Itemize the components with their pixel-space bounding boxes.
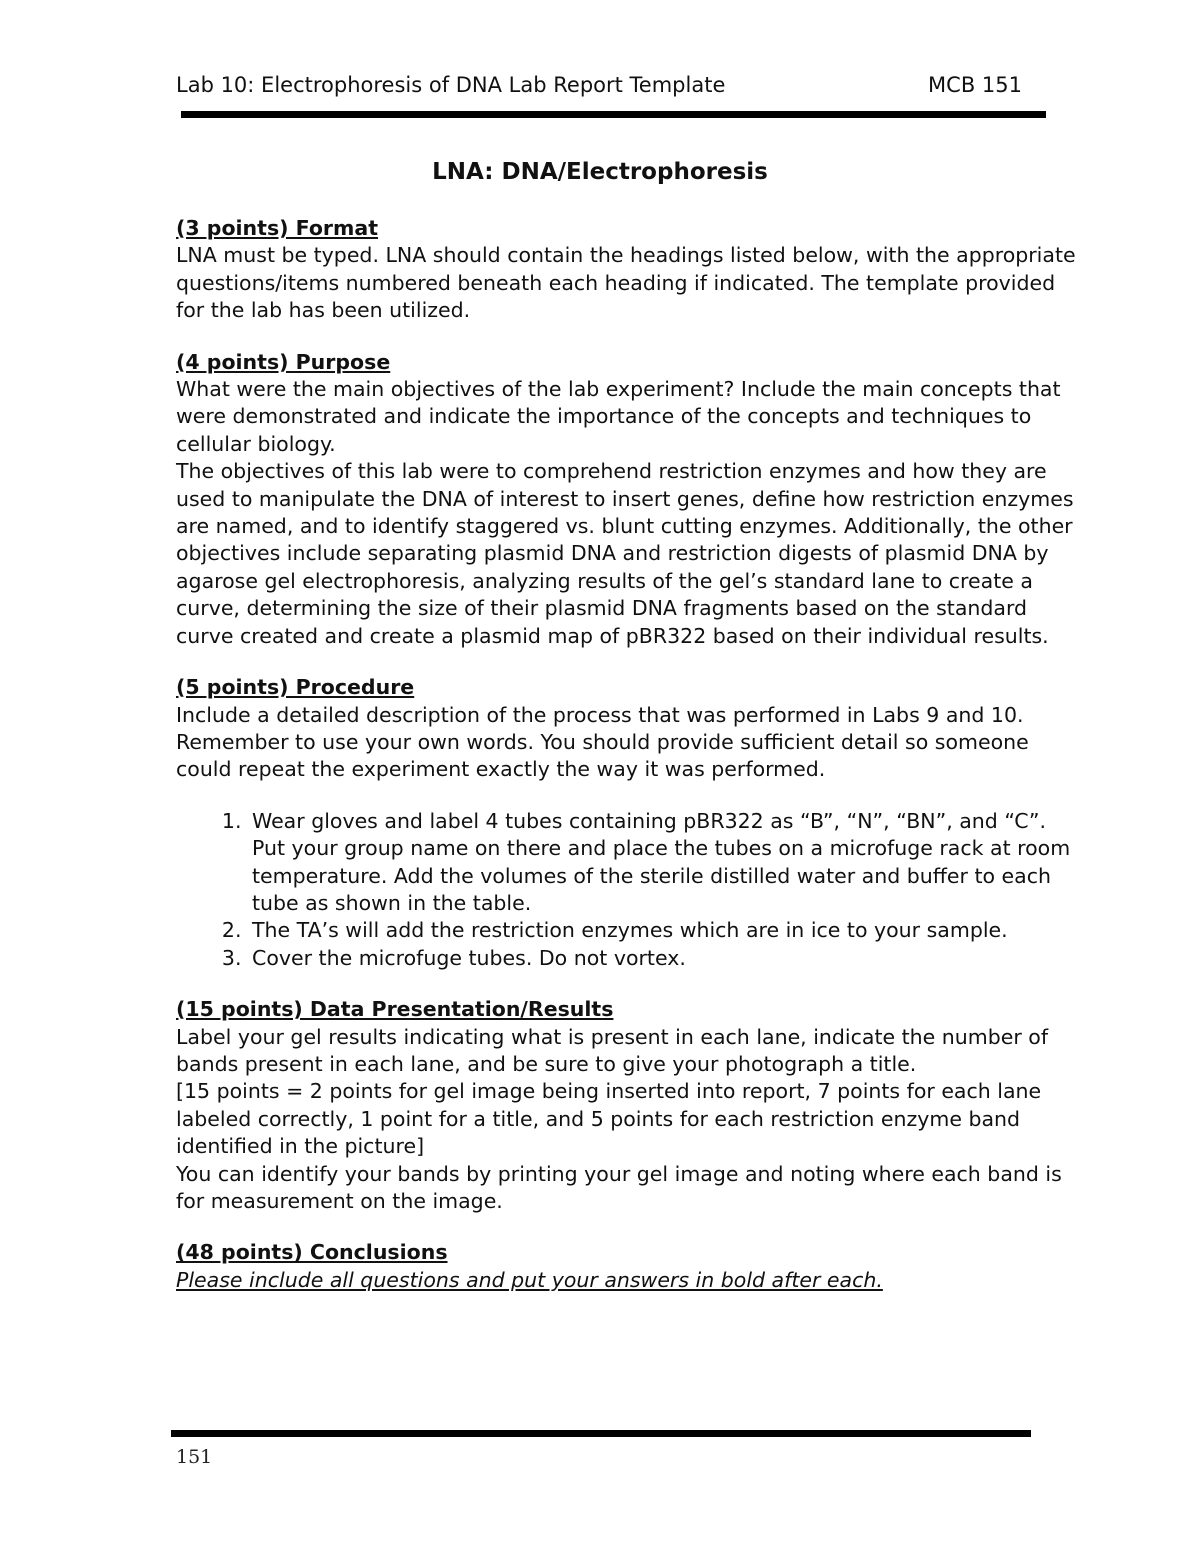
- format-body: LNA must be typed. LNA should contain the headings listed below, with the appropriate questions/items numbered beneath each heading if indicated. The template provided for the lab has been utilized.: [176, 243, 1076, 323]
- conclusions-instruction: Please include all questions and put your answers in bold after each.: [176, 1267, 883, 1292]
- results-note: You can identify your bands by printing your gel image and noting where each band is for measurement on the image.: [176, 1161, 1062, 1213]
- section-procedure: [176, 674, 1076, 972]
- procedure-body: Include a detailed description of the process that was performed in Labs 9 and 10. Remember to use your own words. You should provide sufficient detail so someone could repeat the experiment exactly the way it was performed.: [176, 702, 1029, 782]
- header-rule: [181, 111, 1046, 118]
- purpose-answer: The objectives of this lab were to comprehend restriction enzymes and how they are used to manipulate the DNA of interest to insert genes, define how restriction enzymes are named, and to identify staggered vs. blunt cutting enzymes. Additionally, the other objectives include separating plasmid DNA and restriction digests of plasmid DNA by agarose gel electrophoresis, analyzing results of the gel’s standard lane to create a curve, determining the size of their plasmid DNA fragments based on the standard curve created and create a plasmid map of pBR322 based on their individual results.: [176, 459, 1074, 648]
- footer-rule: [171, 1430, 1031, 1437]
- results-points: [15 points = 2 points for gel image being inserted into report, 7 points for each lane labeled correctly, 1 point for a title, and 5 points for each restriction enzyme band identified in the picture]: [176, 1079, 1042, 1159]
- page-header: [176, 70, 1024, 102]
- page-number: 151: [176, 1446, 213, 1468]
- section-format: [176, 215, 1076, 325]
- section-purpose: [176, 349, 1076, 650]
- header-course: MCB 151: [928, 73, 1022, 97]
- results-body: Label your gel results indicating what is present in each lane, indicate the number of bands present in each lane, and be sure to give your photograph a title.: [176, 1024, 1049, 1076]
- section-conclusions: [176, 1239, 1076, 1294]
- conclusions-heading: (48 points) Conclusions: [176, 1240, 448, 1265]
- section-results: [176, 996, 1076, 1215]
- procedure-step: 2. The TA’s will add the restriction enzymes which are in ice to your sample.: [248, 917, 1076, 944]
- procedure-step: 3. Cover the microfuge tubes. Do not vortex.: [248, 945, 1076, 972]
- document-body: [176, 215, 1076, 1318]
- procedure-steps: [176, 808, 1076, 972]
- procedure-step: 1. Wear gloves and label 4 tubes containing pBR322 as “B”, “N”, “BN”, and “C”. Put your group name on there and place the tubes on a microfuge rack at room temperature. Add the volumes of the sterile distilled water and buffer to each tube as shown in the table.: [248, 808, 1076, 918]
- format-heading: (3 points) Format: [176, 216, 379, 240]
- purpose-body: What were the main objectives of the lab experiment? Include the main concepts that were demonstrated and indicate the importance of the concepts and techniques to cellular biology.: [176, 377, 1061, 456]
- document-title: LNA: DNA/Electrophoresis: [432, 159, 768, 185]
- header-title: Lab 10: Electrophoresis of DNA Lab Report Template: [176, 73, 726, 97]
- results-heading: (15 points) Data Presentation/Results: [176, 997, 614, 1022]
- procedure-heading: (5 points) Procedure: [176, 675, 415, 700]
- purpose-heading: (4 points) Purpose: [176, 349, 391, 374]
